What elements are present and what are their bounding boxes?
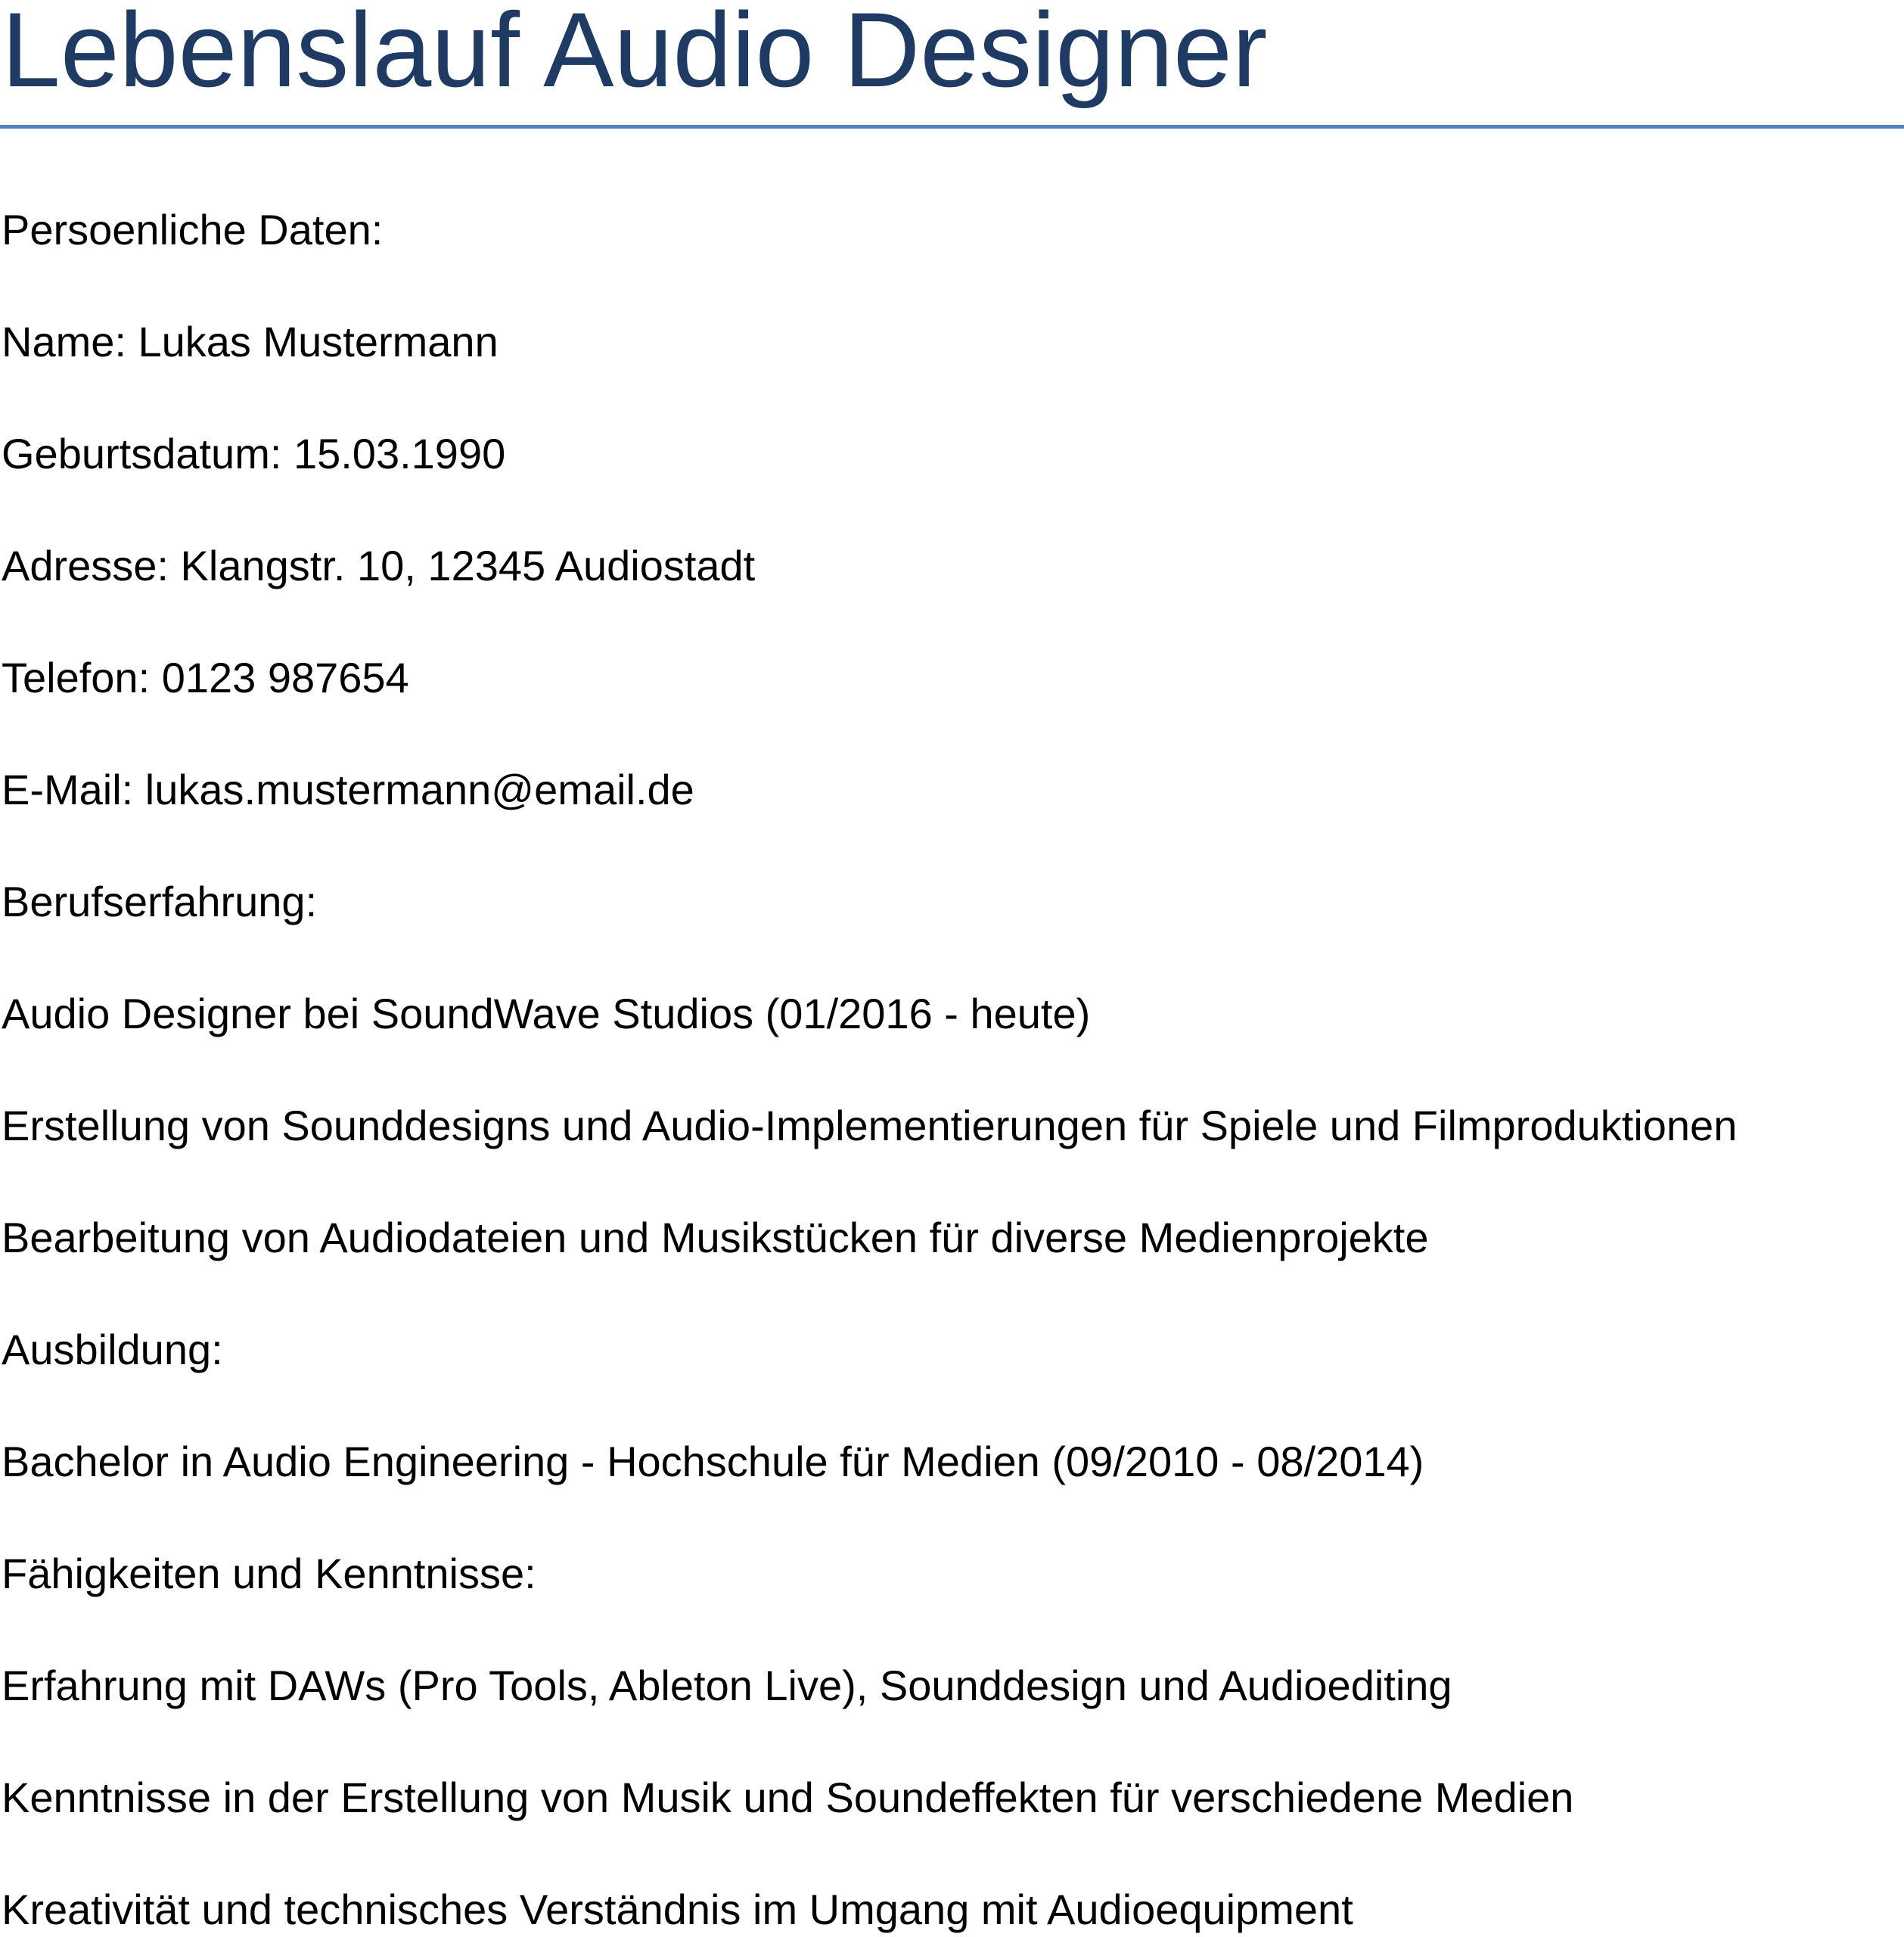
experience-position: Audio Designer bei SoundWave Studios (01/2016 - heute) [2,990,1091,1037]
title-divider [0,125,1904,129]
page-title: Lebenslauf Audio Designer [2,0,1268,109]
skill-3: Kreativität und technisches Verständnis im Umgang mit Audioequipment [2,1886,1353,1933]
skill-1: Erfahrung mit DAWs (Pro Tools, Ableton Live), Sounddesign und Audioediting [2,1662,1452,1709]
section-heading-education: Ausbildung: [2,1326,223,1373]
education-degree: Bachelor in Audio Engineering - Hochschule für Medien (09/2010 - 08/2014) [2,1438,1424,1485]
personal-address: Adresse: Klangstr. 10, 12345 Audiostadt [2,542,756,589]
personal-phone: Telefon: 0123 987654 [2,654,409,701]
personal-name: Name: Lukas Mustermann [2,318,499,365]
personal-email: E-Mail: lukas.mustermann@email.de [2,766,694,813]
experience-task-1: Erstellung von Sounddesigns und Audio-Implementierungen für Spiele und Filmproduktionen [2,1102,1738,1149]
personal-birthdate: Geburtsdatum: 15.03.1990 [2,430,506,477]
skill-2: Kenntnisse in der Erstellung von Musik und Soundeffekten für verschiedene Medien [2,1774,1574,1821]
section-heading-skills: Fähigkeiten und Kenntnisse: [2,1550,536,1597]
experience-task-2: Bearbeitung von Audiodateien und Musikstücken für diverse Medienprojekte [2,1214,1429,1261]
section-heading-personal: Persoenliche Daten: [2,206,384,253]
section-heading-experience: Berufserfahrung: [2,878,318,925]
